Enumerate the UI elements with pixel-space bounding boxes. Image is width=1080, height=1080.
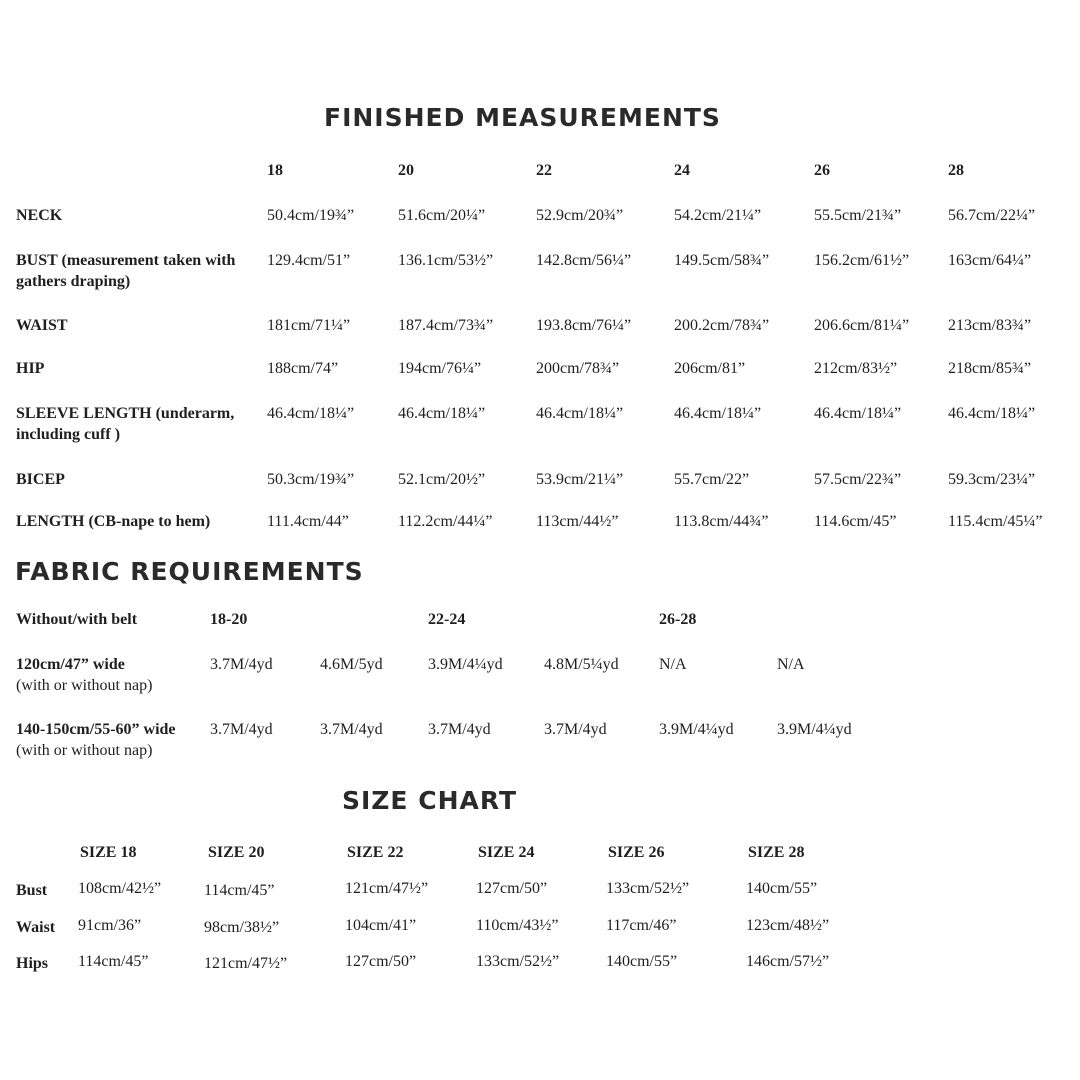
fm-row-label-cont: gathers draping) [16, 273, 131, 290]
fm-cell: 212cm/83½” [814, 360, 898, 377]
fm-cell: 111.4cm/44” [267, 513, 349, 530]
sc-cell: 146cm/57½” [746, 953, 830, 970]
fm-cell: 50.4cm/19¾” [267, 207, 355, 224]
fr-cell: 3.9M/4¼yd [428, 656, 503, 673]
fr-row-label: 120cm/47” wide [16, 656, 125, 673]
sc-cell: 133cm/52½” [606, 880, 690, 897]
fm-size-header: 28 [948, 162, 964, 179]
fm-cell: 52.9cm/20¾” [536, 207, 624, 224]
sc-row-label: Hips [16, 955, 49, 972]
fr-cell: 4.6M/5yd [320, 656, 383, 673]
fr-cell: 4.8M/5¼yd [544, 656, 619, 673]
fm-cell: 50.3cm/19¾” [267, 471, 355, 488]
fm-cell: 200.2cm/78¾” [674, 317, 770, 334]
fm-cell: 218cm/85¾” [948, 360, 1032, 377]
fr-header-label: Without/with belt [16, 611, 138, 628]
sc-cell: 114cm/45” [204, 882, 275, 899]
fm-row-label: LENGTH (CB-nape to hem) [16, 513, 211, 530]
fm-size-header: 26 [814, 162, 830, 179]
sc-cell: 140cm/55” [606, 953, 678, 970]
fr-group-header: 22-24 [428, 611, 466, 628]
fm-cell: 156.2cm/61½” [814, 252, 910, 269]
sc-cell: 110cm/43½” [476, 917, 559, 934]
fm-cell: 112.2cm/44¼” [398, 513, 493, 530]
fr-cell: N/A [659, 656, 687, 673]
fm-row-label: NECK [16, 207, 63, 224]
fm-cell: 213cm/83¾” [948, 317, 1032, 334]
sc-cell: 140cm/55” [746, 880, 818, 897]
fm-row-label-cont: including cuff ) [16, 426, 121, 443]
fm-cell: 149.5cm/58¾” [674, 252, 770, 269]
fm-cell: 57.5cm/22¾” [814, 471, 902, 488]
fm-cell: 136.1cm/53½” [398, 252, 494, 269]
fm-size-header: 20 [398, 162, 414, 179]
fm-cell: 46.4cm/18¼” [398, 405, 486, 422]
sc-size-header: SIZE 26 [608, 844, 665, 861]
sc-cell: 123cm/48½” [746, 917, 830, 934]
fm-row-label: BICEP [16, 471, 65, 488]
fr-cell: 3.9M/4¼yd [777, 721, 852, 738]
sc-size-header: SIZE 18 [80, 844, 137, 861]
fr-group-header: 26-28 [659, 611, 697, 628]
fr-row-note: (with or without nap) [16, 677, 153, 694]
fm-cell: 113cm/44½” [536, 513, 619, 530]
fm-cell: 46.4cm/18¼” [536, 405, 624, 422]
sc-cell: 108cm/42½” [78, 880, 162, 897]
fm-row-label: HIP [16, 360, 45, 377]
sc-cell: 127cm/50” [345, 953, 417, 970]
fm-cell: 59.3cm/23¼” [948, 471, 1036, 488]
sc-cell: 98cm/38½” [204, 919, 280, 936]
sc-size-header: SIZE 24 [478, 844, 535, 861]
fm-size-header: 18 [267, 162, 283, 179]
sc-row-label: Waist [16, 919, 56, 936]
fm-size-header: 22 [536, 162, 552, 179]
fm-cell: 55.5cm/21¾” [814, 207, 902, 224]
fr-cell: 3.7M/4yd [210, 721, 273, 738]
fm-cell: 46.4cm/18¼” [267, 405, 355, 422]
sc-cell: 133cm/52½” [476, 953, 560, 970]
fm-cell: 46.4cm/18¼” [948, 405, 1036, 422]
fm-cell: 200cm/78¾” [536, 360, 620, 377]
fm-cell: 46.4cm/18¼” [814, 405, 902, 422]
fm-cell: 188cm/74” [267, 360, 339, 377]
fm-cell: 142.8cm/56¼” [536, 252, 632, 269]
fm-cell: 56.7cm/22¼” [948, 207, 1036, 224]
fm-row-label: SLEEVE LENGTH (underarm, [16, 405, 235, 422]
size-chart-heading: SIZE CHART [342, 786, 518, 815]
sc-row-label: Bust [16, 882, 48, 899]
fr-cell: N/A [777, 656, 805, 673]
sc-size-header: SIZE 22 [347, 844, 404, 861]
sc-cell: 104cm/41” [345, 917, 417, 934]
fr-row-label: 140-150cm/55-60” wide [16, 721, 176, 738]
sc-cell: 117cm/46” [606, 917, 677, 934]
fm-cell: 193.8cm/76¼” [536, 317, 632, 334]
fm-cell: 115.4cm/45¼” [948, 513, 1043, 530]
sc-cell: 121cm/47½” [345, 880, 429, 897]
fm-cell: 113.8cm/44¾” [674, 513, 769, 530]
fr-group-header: 18-20 [210, 611, 248, 628]
fabric-requirements-heading: FABRIC REQUIREMENTS [15, 557, 364, 586]
fr-cell: 3.7M/4yd [210, 656, 273, 673]
fm-cell: 55.7cm/22” [674, 471, 750, 488]
sc-cell: 127cm/50” [476, 880, 548, 897]
sc-size-header: SIZE 20 [208, 844, 265, 861]
fm-cell: 46.4cm/18¼” [674, 405, 762, 422]
sc-cell: 114cm/45” [78, 953, 149, 970]
fm-cell: 163cm/64¼” [948, 252, 1032, 269]
fm-cell: 129.4cm/51” [267, 252, 351, 269]
fm-row-label: WAIST [16, 317, 68, 334]
fm-cell: 206cm/81” [674, 360, 746, 377]
fm-cell: 194cm/76¼” [398, 360, 482, 377]
fm-cell: 52.1cm/20½” [398, 471, 486, 488]
fm-cell: 54.2cm/21¼” [674, 207, 762, 224]
fr-cell: 3.7M/4yd [320, 721, 383, 738]
fm-cell: 51.6cm/20¼” [398, 207, 486, 224]
fm-cell: 206.6cm/81¼” [814, 317, 910, 334]
finished-measurements-heading: FINISHED MEASUREMENTS [324, 103, 721, 132]
fm-cell: 187.4cm/73¾” [398, 317, 494, 334]
fm-cell: 53.9cm/21¼” [536, 471, 624, 488]
sc-cell: 91cm/36” [78, 917, 142, 934]
fr-cell: 3.7M/4yd [544, 721, 607, 738]
fm-row-label: BUST (measurement taken with [16, 252, 236, 269]
fm-cell: 181cm/71¼” [267, 317, 351, 334]
fr-cell: 3.7M/4yd [428, 721, 491, 738]
fr-cell: 3.9M/4¼yd [659, 721, 734, 738]
sc-cell: 121cm/47½” [204, 955, 288, 972]
fm-cell: 114.6cm/45” [814, 513, 897, 530]
fr-row-note: (with or without nap) [16, 742, 153, 759]
sc-size-header: SIZE 28 [748, 844, 805, 861]
fm-size-header: 24 [674, 162, 690, 179]
